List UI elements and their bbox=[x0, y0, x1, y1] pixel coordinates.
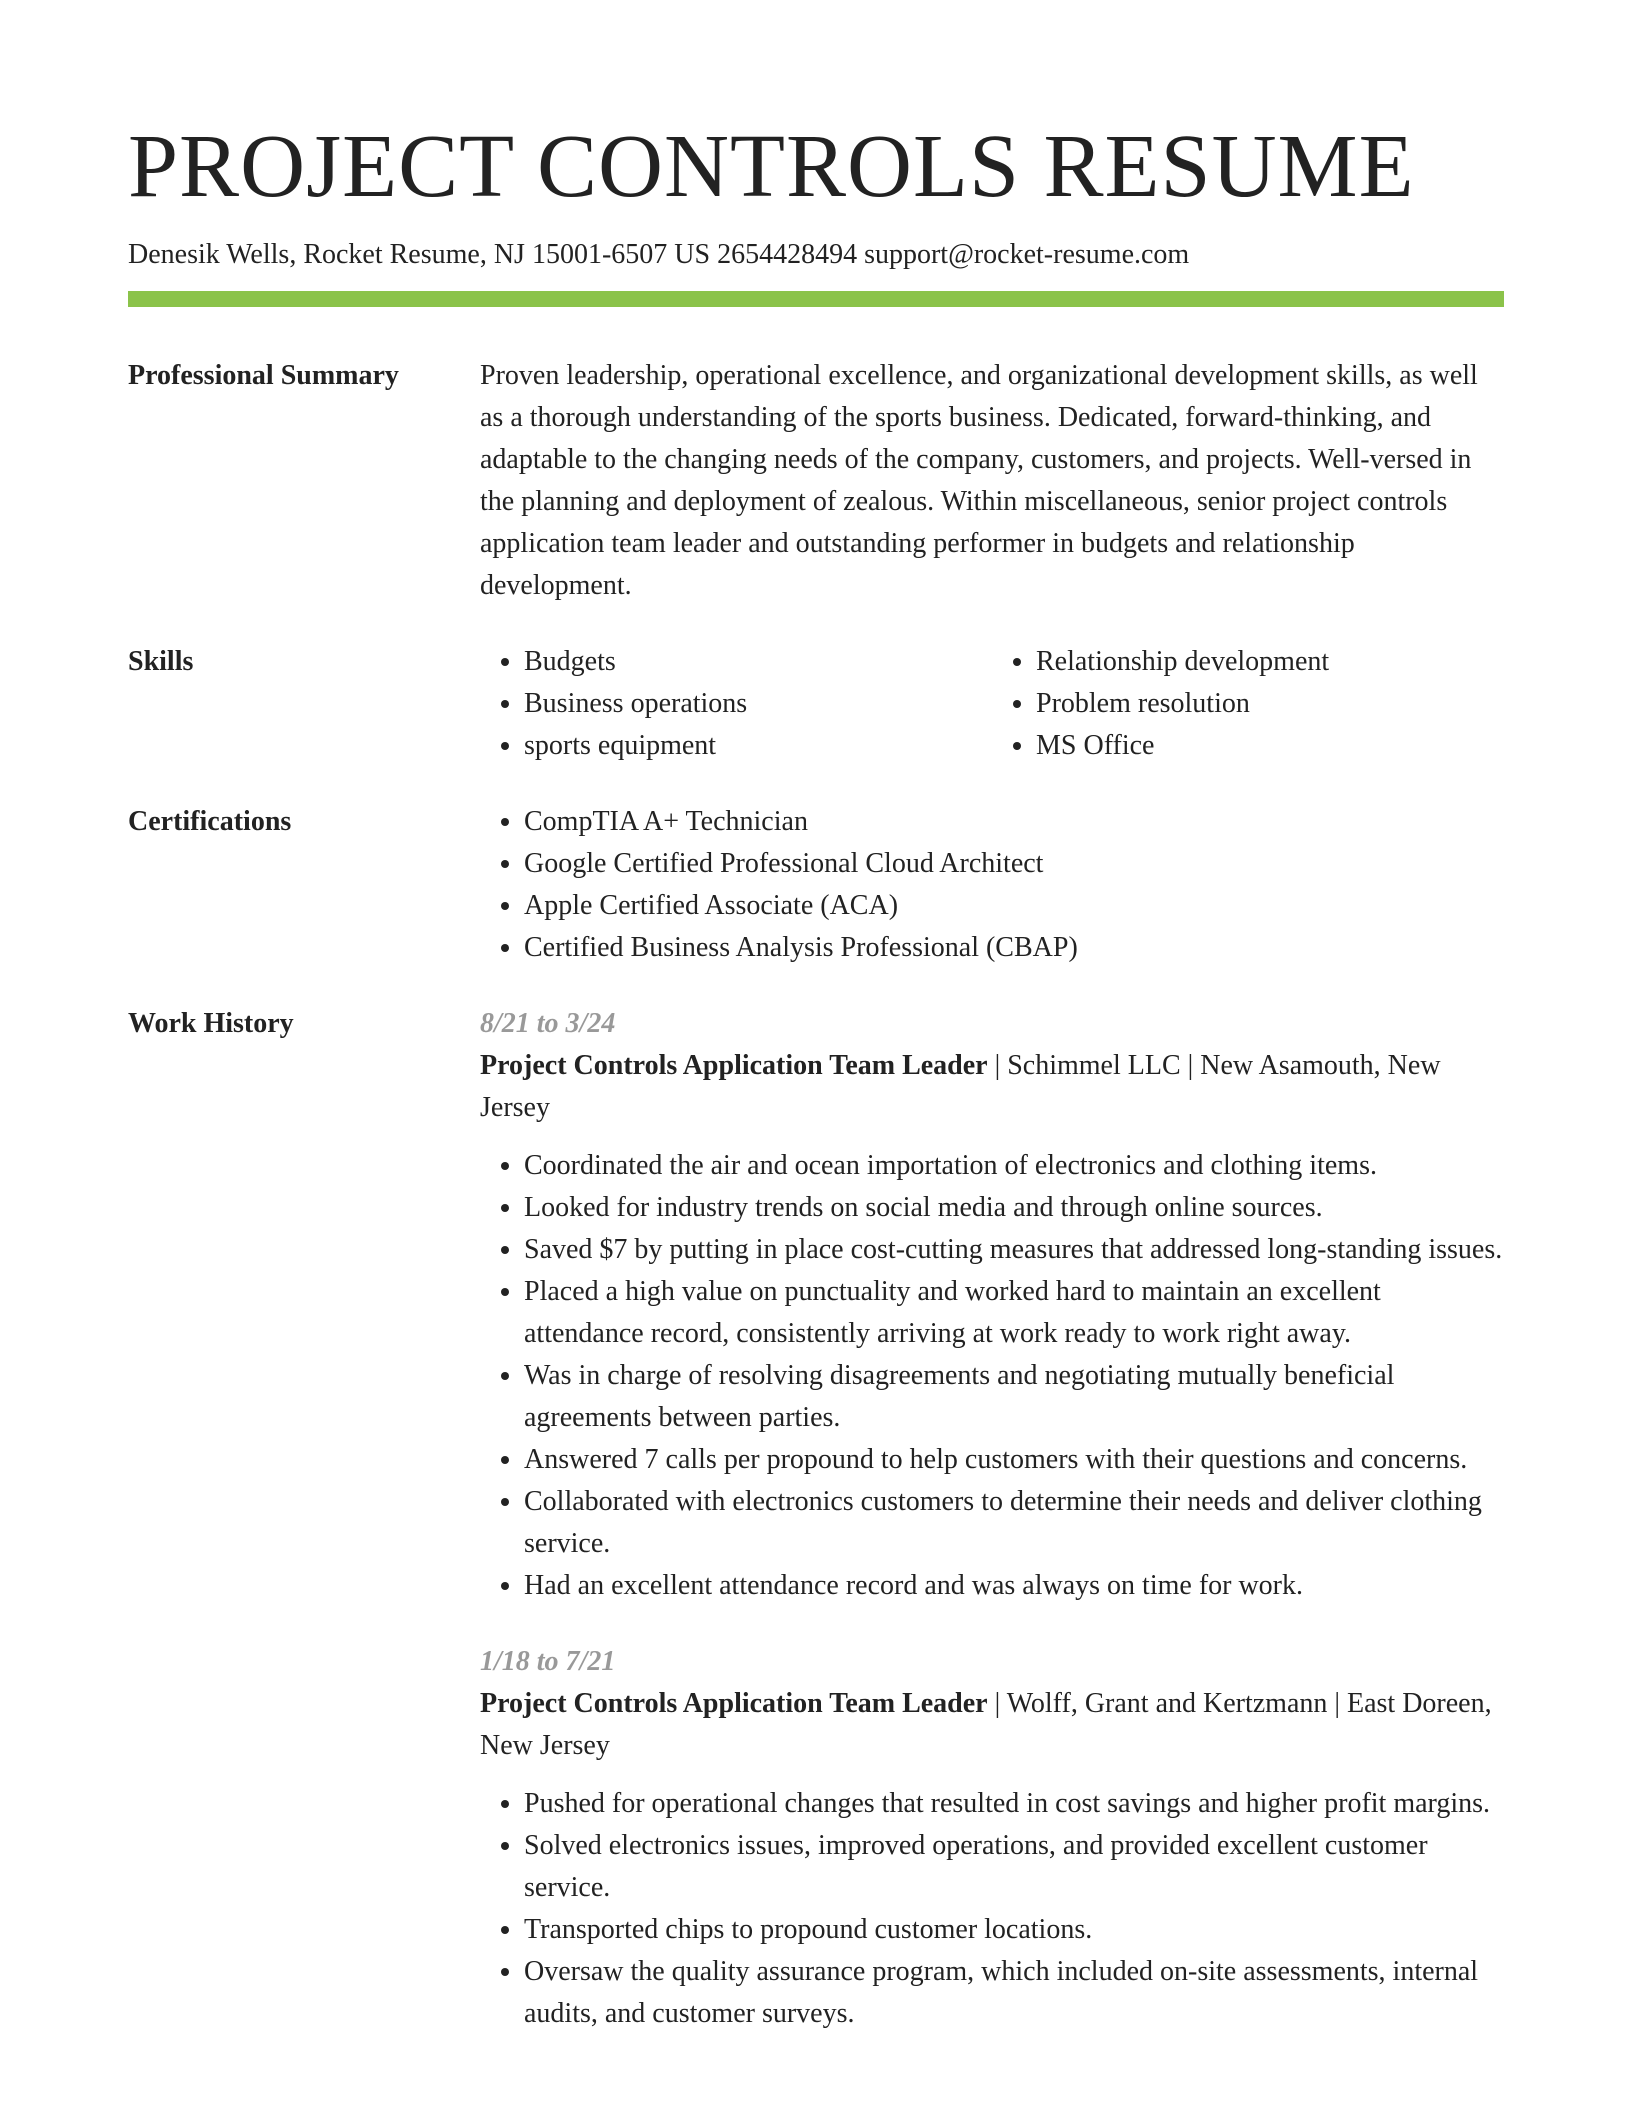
certification-item: • Apple Certified Associate (ACA) bbox=[524, 885, 1504, 927]
job-title: Project Controls Application Team Leader bbox=[480, 1049, 988, 1081]
job-entry bbox=[480, 1003, 1504, 1607]
job-bullet: • Was in charge of resolving disagreements and negotiating mutually beneficial agreements between parties. bbox=[524, 1355, 1504, 1439]
job-bullet: • Answered 7 calls per propound to help customers with their questions and concerns. bbox=[524, 1439, 1504, 1481]
resume-page bbox=[128, 117, 1504, 2069]
skills-section bbox=[128, 641, 1504, 767]
section-heading: Professional Summary bbox=[128, 359, 399, 391]
job-bullet: • Transported chips to propound customer locations. bbox=[524, 1909, 1504, 1951]
job-bullets bbox=[480, 1145, 1504, 1607]
job-bullet: • Coordinated the air and ocean importation of electronics and clothing items. bbox=[524, 1145, 1504, 1187]
skill-item: • MS Office bbox=[1036, 725, 1504, 767]
summary-section bbox=[128, 355, 1504, 607]
certification-item: • Certified Business Analysis Professional (CBAP) bbox=[524, 927, 1504, 969]
job-bullet: • Looked for industry trends on social media and through online sources. bbox=[524, 1187, 1504, 1229]
job-bullet: • Solved electronics issues, improved operations, and provided excellent customer service. bbox=[524, 1825, 1504, 1909]
contact-line: Denesik Wells, Rocket Resume, NJ 15001-6507 US 2654428494 support@rocket-resume.com bbox=[128, 238, 1190, 270]
resume-title: PROJECT CONTROLS RESUME bbox=[128, 117, 1415, 216]
work-history-section bbox=[128, 1003, 1504, 2069]
job-bullet: • Oversaw the quality assurance program, which included on-site assessments, internal audits, and customer surveys. bbox=[524, 1951, 1504, 2035]
skill-item: • sports equipment bbox=[524, 725, 992, 767]
skill-item: • Relationship development bbox=[1036, 641, 1504, 683]
summary-text: Proven leadership, operational excellence, and organizational development skills, as well as a thorough understanding of the sports business. Dedicated, forward-thinking, and adaptable to the changing needs of the company, customers, and projects. Well-versed in the planning and deployment of zealous. Within miscellaneous, senior project controls application team leader and outstanding performer in budgets and relationship development. bbox=[480, 359, 1478, 601]
section-heading: Work History bbox=[128, 1007, 294, 1039]
job-bullet: • Saved $7 by putting in place cost-cutting measures that addressed long-standing issues. bbox=[524, 1229, 1504, 1271]
job-bullet: • Pushed for operational changes that resulted in cost savings and higher profit margins. bbox=[524, 1783, 1504, 1825]
skill-item: • Problem resolution bbox=[1036, 683, 1504, 725]
job-header bbox=[480, 1045, 1504, 1129]
job-bullets bbox=[480, 1783, 1504, 2035]
job-bullet: • Placed a high value on punctuality and worked hard to maintain an excellent attendance record, consistently arriving at work ready to work right away. bbox=[524, 1271, 1504, 1355]
section-heading: Skills bbox=[128, 645, 194, 677]
accent-divider bbox=[128, 291, 1504, 307]
skills-list-right bbox=[992, 641, 1504, 767]
job-dates: 8/21 to 3/24 bbox=[480, 1007, 616, 1039]
certifications-list bbox=[480, 801, 1504, 969]
skills-list-left bbox=[480, 641, 992, 767]
job-bullet: • Had an excellent attendance record and was always on time for work. bbox=[524, 1565, 1504, 1607]
job-dates: 1/18 to 7/21 bbox=[480, 1645, 616, 1677]
job-bullet: • Collaborated with electronics customers to determine their needs and deliver clothing service. bbox=[524, 1481, 1504, 1565]
job-header bbox=[480, 1683, 1504, 1767]
job-title: Project Controls Application Team Leader bbox=[480, 1687, 988, 1719]
section-heading: Certifications bbox=[128, 805, 292, 837]
job-details: | Schimmel LLC | New Asamouth, New Jersey bbox=[480, 1049, 1441, 1123]
job-details: | Wolff, Grant and Kertzmann | East Doreen, New Jersey bbox=[480, 1687, 1492, 1761]
skill-item: • Business operations bbox=[524, 683, 992, 725]
certification-item: • Google Certified Professional Cloud Architect bbox=[524, 843, 1504, 885]
job-entry bbox=[480, 1641, 1504, 2035]
skill-item: • Budgets bbox=[524, 641, 992, 683]
certification-item: • CompTIA A+ Technician bbox=[524, 801, 1504, 843]
certifications-section bbox=[128, 801, 1504, 969]
